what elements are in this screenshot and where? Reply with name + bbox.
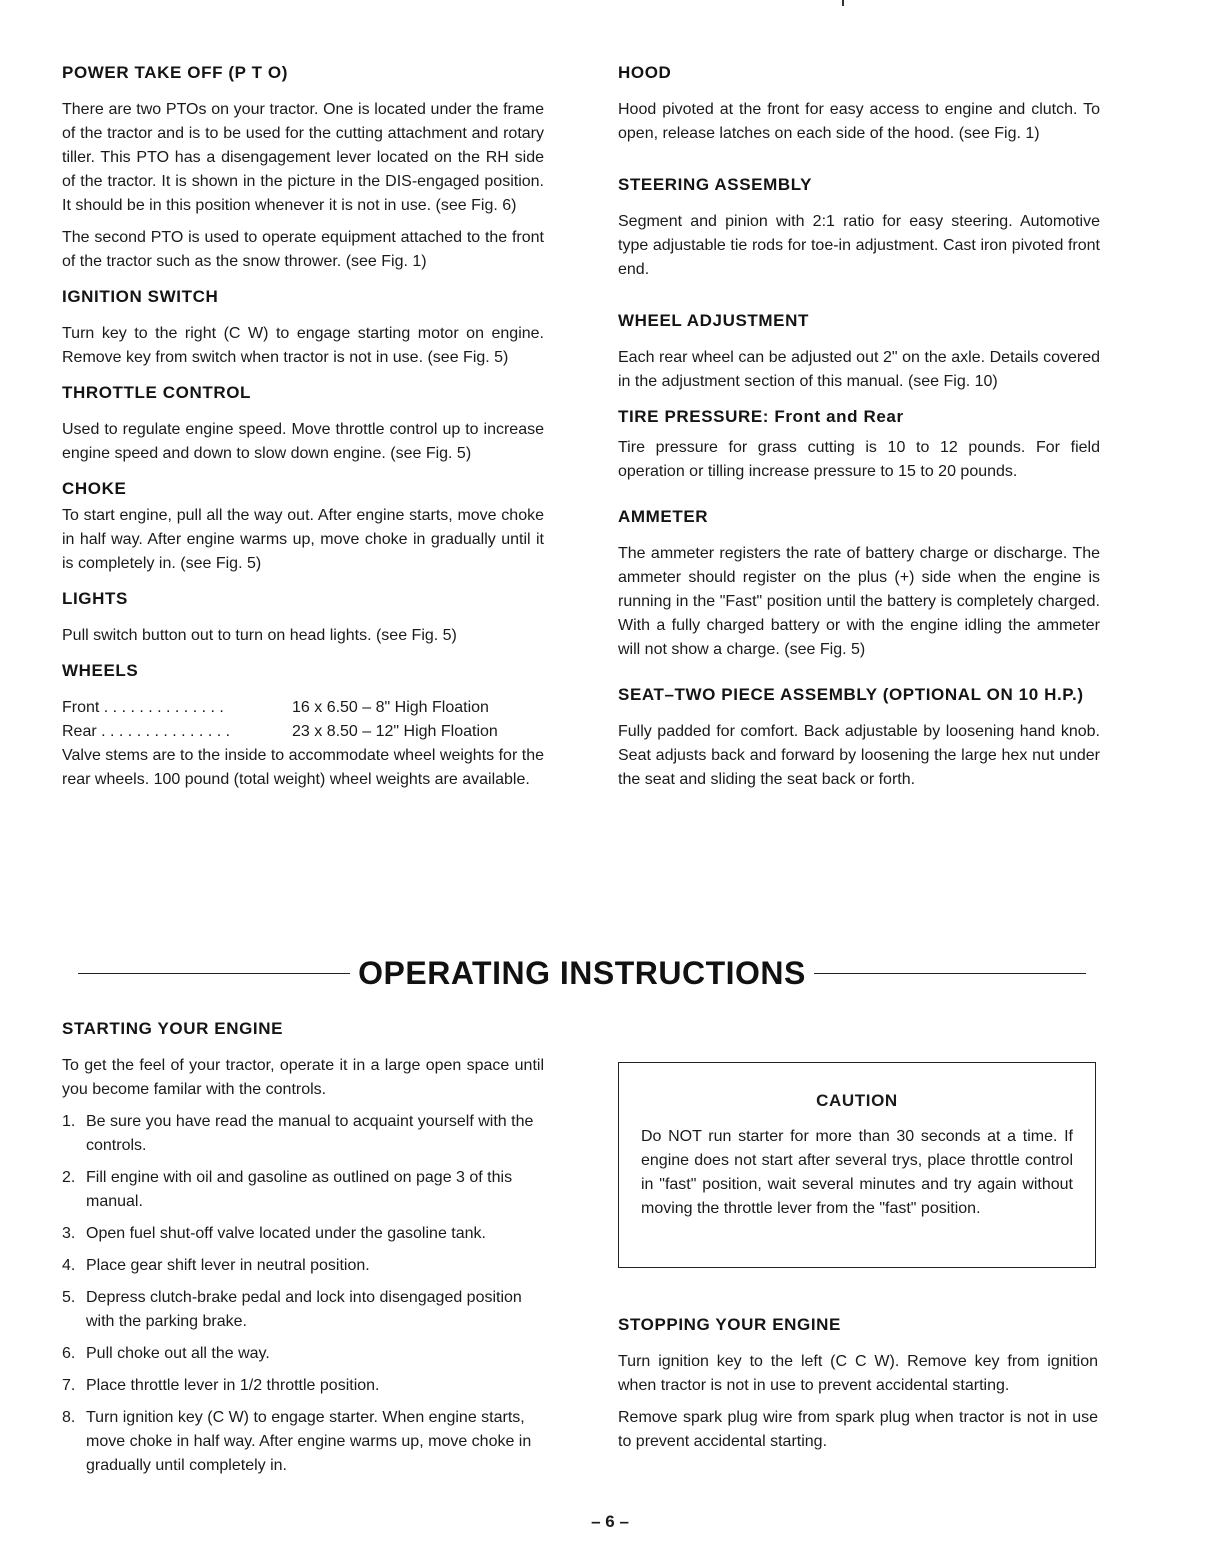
operating-instructions-banner: [78, 950, 1086, 996]
wheels-section: [62, 660, 544, 792]
seat-heading: SEAT–TWO PIECE ASSEMBLY (OPTIONAL ON 10 H.P.): [618, 685, 1084, 704]
stopping-paragraph-2: Remove spark plug wire from spark plug when tractor is not in use to prevent accidental starting.: [618, 1409, 1098, 1450]
list-item: [62, 1166, 544, 1214]
ignition-heading: IGNITION SWITCH: [62, 287, 219, 306]
stopping-paragraph-1: Turn ignition key to the left (C C W). Remove key from ignition when tractor is not in use to prevent accidental starting.: [618, 1353, 1098, 1394]
lights-heading: LIGHTS: [62, 589, 128, 608]
pto-paragraph-1: There are two PTOs on your tractor. One is located under the frame of the tractor and is to be used for the cutting attachment and rotary tiller. This PTO has a disengagement lever located on the RH side of the tractor. It is shown in the picture in the DIS-engaged position. It should be in this position whenever it is not in use. (see Fig. 6): [62, 101, 544, 214]
seat-section: [618, 684, 1100, 792]
wheels-front-value: 16 x 6.50 – 8" High Floation: [292, 699, 489, 716]
step-text: Place throttle lever in 1/2 throttle position.: [86, 1377, 380, 1394]
step-text: Turn ignition key (C W) to engage starter. When engine starts, move choke in half way. After engine warms up, move choke in gradually until completely in.: [86, 1409, 532, 1474]
choke-text: To start engine, pull all the way out. After engine starts, move choke in half way. After engine warms up, move choke in gradually until it is completely in. (see Fig. 5): [62, 507, 544, 572]
stopping-section: [618, 1314, 1098, 1462]
steering-text: Segment and pinion with 2:1 ratio for easy steering. Automotive type adjustable tie rods for toe-in adjustment. Cast iron pivoted front end.: [618, 213, 1100, 278]
list-item: [62, 1110, 544, 1158]
top-edge-mark: [842, 0, 844, 6]
page-number: – 6 –: [591, 1512, 629, 1531]
step-text: Pull choke out all the way.: [86, 1345, 270, 1362]
lights-section: [62, 588, 544, 648]
list-item: [62, 1406, 544, 1478]
wheels-text: Valve stems are to the inside to accommodate wheel weights for the rear wheels. 100 pound (total weight) wheel weights are available.: [62, 747, 544, 788]
hood-section: [618, 62, 1100, 146]
wheels-rear-row: [62, 720, 544, 744]
ammeter-heading: AMMETER: [618, 507, 709, 526]
step-text: Be sure you have read the manual to acquaint yourself with the controls.: [86, 1113, 534, 1154]
wheel-adjustment-text: Each rear wheel can be adjusted out 2" on the axle. Details covered in the adjustment section of this manual. (see Fig. 10): [618, 349, 1100, 390]
step-number: 6.: [62, 1345, 76, 1362]
starting-intro: To get the feel of your tractor, operate it in a large open space until you become familar with the controls.: [62, 1057, 544, 1098]
wheels-rear-label: Rear . . . . . . . . . . . . . . .: [62, 723, 231, 740]
operating-instructions-title: OPERATING INSTRUCTIONS: [358, 954, 806, 991]
step-text: Place gear shift lever in neutral position.: [86, 1257, 370, 1274]
pto-paragraph-2: The second PTO is used to operate equipment attached to the front of the tractor such as the snow thrower. (see Fig. 1): [62, 229, 544, 270]
left-column-top: [62, 62, 544, 804]
step-number: 3.: [62, 1225, 76, 1242]
step-number: 8.: [62, 1409, 76, 1426]
step-text: Open fuel shut-off valve located under the gasoline tank.: [86, 1225, 486, 1242]
caution-text: Do NOT run starter for more than 30 seconds at a time. If engine does not start after several trys, place throttle control in "fast" position, wait several minutes and try again without moving the throttle lever from the "fast" position.: [641, 1128, 1073, 1217]
steering-heading: STEERING ASSEMBLY: [618, 175, 813, 194]
right-column-top: [618, 62, 1100, 804]
heading-rule-right: [814, 973, 1086, 974]
wheels-front-label: Front . . . . . . . . . . . . . .: [62, 699, 224, 716]
wheels-rear-value: 23 x 8.50 – 12" High Floation: [292, 723, 498, 740]
starting-steps-list: [62, 1110, 544, 1478]
wheel-adjustment-section: [618, 310, 1100, 394]
tire-pressure-section: [618, 406, 1100, 484]
list-item: [62, 1254, 544, 1278]
step-text: Depress clutch-brake pedal and lock into disengaged position with the parking brake.: [86, 1289, 522, 1330]
list-item: [62, 1286, 544, 1334]
wheel-adjustment-heading: WHEEL ADJUSTMENT: [618, 311, 809, 330]
step-number: 2.: [62, 1169, 76, 1186]
choke-section: [62, 478, 544, 576]
starting-heading: STARTING YOUR ENGINE: [62, 1019, 284, 1038]
caution-heading: CAUTION: [816, 1091, 898, 1110]
step-number: 5.: [62, 1289, 76, 1306]
list-item: [62, 1374, 544, 1398]
step-text: Fill engine with oil and gasoline as outlined on page 3 of this manual.: [86, 1169, 513, 1210]
ammeter-section: [618, 506, 1100, 662]
ignition-section: [62, 286, 544, 370]
ammeter-text: The ammeter registers the rate of battery charge or discharge. The ammeter should register on the plus (+) side when the engine is running in the "Fast" position until the battery is completely charged. With a fully charged battery or with the engine idling the ammeter will not show a charge. (see Fig. 5): [618, 545, 1100, 658]
pto-section: [62, 62, 544, 274]
tire-pressure-heading: TIRE PRESSURE: Front and Rear: [618, 407, 904, 426]
hood-heading: HOOD: [618, 63, 672, 82]
step-number: 4.: [62, 1257, 76, 1274]
step-number: 1.: [62, 1113, 76, 1130]
throttle-heading: THROTTLE CONTROL: [62, 383, 252, 402]
hood-text: Hood pivoted at the front for easy access to engine and clutch. To open, release latches on each side of the hood. (see Fig. 1): [618, 101, 1100, 142]
starting-section: [62, 1018, 544, 1486]
wheels-front-row: [62, 696, 544, 720]
lights-text: Pull switch button out to turn on head lights. (see Fig. 5): [62, 627, 457, 644]
seat-text: Fully padded for comfort. Back adjustable by loosening hand knob. Seat adjusts back and forward by loosening the large hex nut under the seat and sliding the seat back or forth.: [618, 723, 1100, 788]
throttle-text: Used to regulate engine speed. Move throttle control up to increase engine speed and down to slow down engine. (see Fig. 5): [62, 421, 544, 462]
ignition-text: Turn key to the right (C W) to engage starting motor on engine. Remove key from switch when tractor is not in use. (see Fig. 5): [62, 325, 544, 366]
tire-pressure-text: Tire pressure for grass cutting is 10 to 12 pounds. For field operation or tilling increase pressure to 15 to 20 pounds.: [618, 439, 1100, 480]
list-item: [62, 1222, 544, 1246]
list-item: [62, 1342, 544, 1366]
pto-heading: POWER TAKE OFF (P T O): [62, 63, 289, 82]
choke-heading: CHOKE: [62, 479, 127, 498]
heading-rule-left: [78, 973, 350, 974]
steering-section: [618, 174, 1100, 282]
stopping-heading: STOPPING YOUR ENGINE: [618, 1315, 841, 1334]
wheels-heading: WHEELS: [62, 661, 139, 680]
throttle-section: [62, 382, 544, 466]
step-number: 7.: [62, 1377, 76, 1394]
caution-box: [618, 1062, 1096, 1268]
